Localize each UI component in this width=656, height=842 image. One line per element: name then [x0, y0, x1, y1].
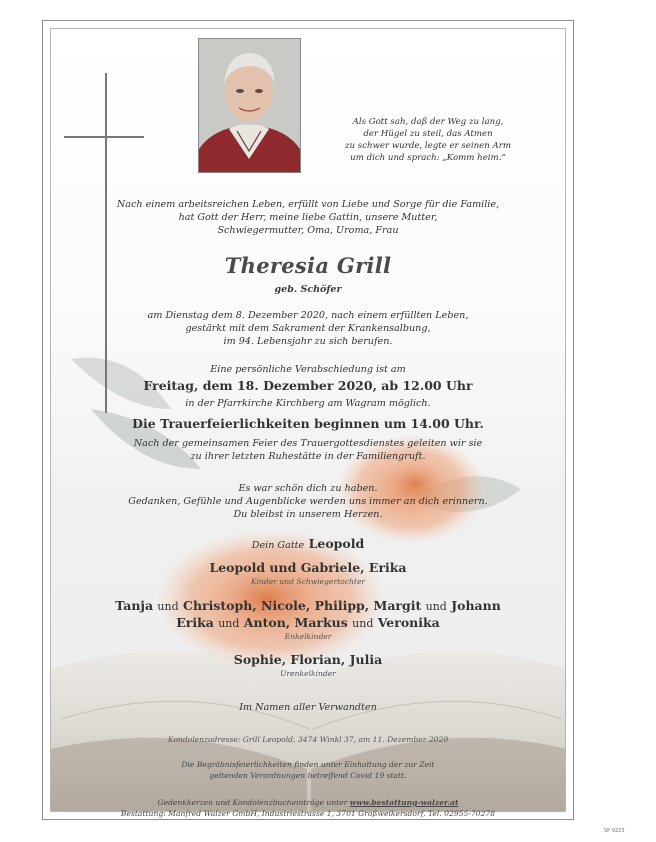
- husband-label: Dein Gatte: [251, 540, 305, 551]
- poem: [328, 116, 528, 164]
- grandchild-names: Christoph, Nicole, Philipp, Margit: [183, 598, 422, 613]
- poem-line: Als Gott sah, daß der Weg zu lang,: [352, 117, 504, 127]
- great-grandchildren-names: Sophie, Florian, Julia: [233, 652, 383, 667]
- intro-line: Nach einem arbeitsreichen Leben, erfüllt von Liebe und Sorge für die Familie,: [116, 199, 500, 210]
- farewell-date: Freitag, dem 18. Dezember 2020, ab 12.00 Uhr: [143, 378, 473, 393]
- grandchild-name: Veronika: [377, 615, 440, 630]
- farewell-intro: Eine persönliche Verabschiedung ist am: [210, 364, 406, 375]
- poem-line: der Hügel zu steil, das Atmen: [363, 129, 493, 139]
- connector-und: und: [352, 617, 374, 630]
- closing-text: [50, 482, 566, 521]
- death-notice-line: gestärkt mit dem Sakrament der Krankensalbung,: [185, 323, 431, 334]
- footer-prefix: Gedenkkerzen und Kondolenzbucheinträge unter: [157, 798, 348, 807]
- poem-line: um dich und sprach: „Komm heim.“: [350, 153, 506, 163]
- grandchildren-line-1: [50, 598, 566, 613]
- condolence-address: Kondolenzadresse: Grill Leopold, 3474 Winkl 37, am 11. Dezember 2020: [167, 735, 449, 744]
- covid-note-line: Die Begräbnisfeierlichkeiten finden unter Einhaltung der zur Zeit: [181, 760, 435, 769]
- farewell-place: in der Pfarrkirche Kirchberg am Wagram möglich.: [185, 398, 431, 409]
- ceremony-text: [50, 437, 566, 463]
- covid-note: [50, 759, 566, 781]
- death-notice-line: im 94. Lebensjahr zu sich berufen.: [223, 336, 393, 347]
- footer-line-2: Bestattung: Manfred Walzer GmbH, Industriestrasse 1, 3701 Großweikersdorf, Tel. 02955-70278: [120, 809, 496, 818]
- closing-line: Du bleibst in unserem Herzen.: [233, 509, 383, 520]
- cross-horizontal-bar: [64, 136, 144, 138]
- grandchild-name: Tanja: [115, 598, 154, 613]
- all-relatives: Im Namen aller Verwandten: [239, 702, 377, 713]
- closing-line: Es war schön dich zu haben.: [238, 483, 378, 494]
- grandchildren-line-2: [50, 615, 566, 630]
- maiden-name: geb. Schöfer: [274, 284, 342, 295]
- intro-line: Schwiegermutter, Oma, Uroma, Frau: [217, 225, 399, 236]
- footer-line-1: [50, 797, 566, 808]
- connector-und: und: [425, 600, 447, 613]
- grandchildren-caption: Enkelkinder: [284, 632, 332, 641]
- grandchild-name: Erika: [176, 615, 214, 630]
- husband-line: [50, 536, 566, 551]
- website-link[interactable]: www.bestattung-walzer.at: [349, 798, 459, 807]
- poem-line: zu schwer wurde, legte er seinen Arm: [344, 141, 511, 151]
- ceremony-line: Nach der gemeinsamen Feier des Trauergottesdienstes geleiten wir sie: [133, 438, 483, 449]
- children-names: Leopold und Gabriele, Erika: [209, 560, 407, 575]
- death-notice: [50, 309, 566, 348]
- portrait-photo: [198, 38, 301, 173]
- grandchild-names: Anton, Markus: [243, 615, 348, 630]
- covid-note-line: geltenden Verordnungen betreffend Covid 19 statt.: [209, 771, 407, 780]
- great-grandchildren-caption: Urenkelkinder: [280, 669, 336, 678]
- cross-vertical-bar: [105, 73, 107, 413]
- intro-line: hat Gott der Herr, meine liebe Gattin, unsere Mutter,: [178, 212, 438, 223]
- death-notice-line: am Dienstag dem 8. Dezember 2020, nach einem erfüllten Leben,: [147, 310, 469, 321]
- ceremony-line: zu ihrer letzten Ruhestätte in der Familiengruft.: [190, 451, 426, 462]
- children-caption: Kinder und Schwiegertochter: [250, 577, 366, 586]
- footer: [50, 797, 566, 819]
- husband-name: Leopold: [308, 536, 365, 551]
- grandchild-name: Johann: [451, 598, 501, 613]
- intro-text: [50, 198, 566, 237]
- closing-line: Gedanken, Gefühle und Augenblicke werden uns immer an dich erinnern.: [128, 496, 488, 507]
- deceased-name: Theresia Grill: [224, 253, 392, 278]
- ceremony-headline: Die Trauerfeierlichkeiten beginnen um 14.00 Uhr.: [132, 416, 484, 431]
- connector-und: und: [157, 600, 179, 613]
- connector-und: und: [218, 617, 240, 630]
- print-code: SP 9223: [604, 828, 625, 834]
